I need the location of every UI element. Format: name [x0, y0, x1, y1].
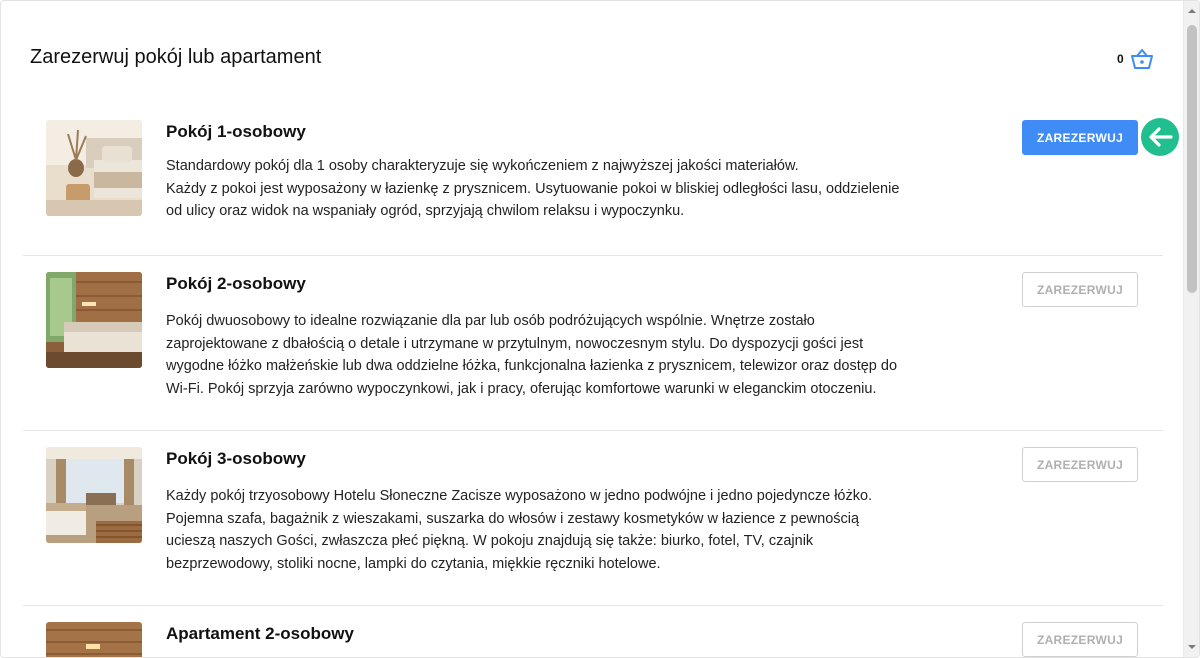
- cart-button[interactable]: [1117, 47, 1154, 71]
- room-description-line: Wi-Fi. Pokój sprzyja zarówno wypoczynkowi, jak i pracy, oferując komfortowe warunki w eleganckim otoczeniu.: [166, 380, 877, 397]
- room-description-line: Każdy z pokoi jest wyposażony w łazienkę z prysznicem. Usytuowanie pokoi w bliskiej odległości lasu, oddzielenie: [166, 180, 900, 197]
- book-button-double[interactable]: ZAREZERWUJ: [1022, 272, 1138, 307]
- room-photo-single: [46, 120, 142, 216]
- page-title: Zarezerwuj pokój lub apartament: [30, 46, 322, 68]
- room-title: Apartament 2-osobowy: [166, 624, 354, 643]
- room-description: [166, 155, 936, 223]
- room-title: Pokój 3-osobowy: [166, 449, 306, 468]
- room-description-line: Pokój dwuosobowy to idealne rozwiązanie dla par lub osób podróżujących wspólnie. Wnętrze zostało: [166, 313, 815, 329]
- book-button-apartment[interactable]: ZAREZERWUJ: [1022, 622, 1138, 657]
- pointer-badge: [1141, 118, 1179, 156]
- room-description-line: wygodne łóżko małżeńskie lub dwa oddzielne łóżka, funkcjonalna łazienka z prysznicem, telewizor oraz dostęp do: [166, 358, 898, 374]
- room-description: [166, 310, 936, 400]
- room-description-line: od ulicy oraz widok na wspaniały ogród, sprzyjają chwilom relaksu i wypoczynku.: [166, 203, 685, 219]
- vertical-scrollbar[interactable]: [1183, 1, 1200, 657]
- room-photo-apartment: [46, 622, 142, 658]
- room-item-apartment: [23, 605, 1163, 658]
- scrollbar-thumb[interactable]: [1187, 25, 1197, 293]
- room-description: [166, 485, 936, 575]
- room-title: Pokój 1-osobowy: [166, 122, 306, 141]
- scroll-down-icon[interactable]: [1187, 642, 1197, 652]
- room-description-line: zaprojektowane z dbałością o detale i utrzymane w przytulnym, nowoczesnym stylu. Do dyspozycji gości jest: [166, 335, 864, 352]
- room-description-line: Standardowy pokój dla 1 osoby charakteryzuje się wykończeniem z najwyższej jakości materiałów.: [166, 158, 799, 174]
- room-description-line: ucieszą naszych Gości, zwłaszcza płeć piękną. W pokoju znajdują się także: biurko, fotel, TV, czajnik: [166, 533, 814, 549]
- room-title: Pokój 2-osobowy: [166, 274, 306, 293]
- scroll-up-icon[interactable]: [1187, 6, 1197, 16]
- room-item-triple: [23, 430, 1163, 606]
- room-description-line: Pojemna szafa, bagażnik z wieszakami, suszarka do włosów i zestawy kosmetyków w łazience z pewnością: [166, 510, 860, 527]
- room-description-line: bezprzewodowy, stoliki nocne, lampki do czytania, miękkie ręczniki hotelowe.: [166, 555, 661, 572]
- book-button-single[interactable]: ZAREZERWUJ: [1022, 120, 1138, 155]
- book-button-triple[interactable]: ZAREZERWUJ: [1022, 447, 1138, 482]
- room-photo-double: [46, 272, 142, 368]
- room-item-single: [23, 97, 1163, 256]
- arrow-left-icon: [1147, 126, 1173, 148]
- cart-count: 0: [1117, 52, 1124, 66]
- shopping-basket-icon: [1130, 48, 1154, 70]
- room-photo-triple: [46, 447, 142, 543]
- room-item-double: [23, 255, 1163, 431]
- room-description-line: Każdy pokój trzyosobowy Hotelu Słoneczne Zacisze wyposażono w jedno podwójne i jedno pojedyncze łóżko.: [166, 488, 873, 504]
